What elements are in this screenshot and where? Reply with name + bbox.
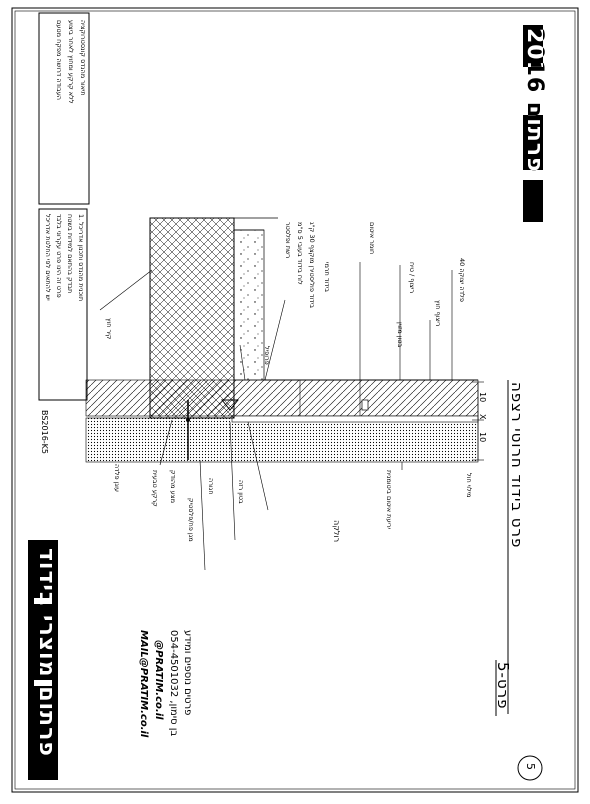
label-12: חגורה: [207, 478, 215, 495]
title-sub: פרט-5: [494, 662, 512, 710]
note-left-2: ללא קרקע ומחוץ לאחר ביצוע: [67, 20, 75, 104]
note-box-1: 1. תוכנית מהנדס ותכנון אדריכל: [77, 214, 85, 302]
marker-3: [362, 400, 368, 410]
label-3: בטון מזוין: [396, 322, 404, 348]
contact-line-1: פרטים נוספים ומידע: [182, 630, 193, 716]
dimension-1: 10: [478, 392, 487, 403]
email-line-1: @PRATIM.co.il: [153, 640, 164, 720]
callout-2: לוח בידוד בעובי 5 ס"מ: [296, 222, 304, 285]
label-5: בידוד תרמי: [323, 262, 331, 292]
label-8: פרופיל: [263, 346, 271, 365]
callout-4: יריעת איטום ביטומנית: [385, 470, 393, 530]
sheet-number: 5: [524, 763, 537, 770]
note-left-3: העבודה דרושה מפקח מטעם: [55, 20, 63, 101]
title-main: פרט בידוד חרוטי רצפה: [508, 382, 526, 549]
note-box-2: תבדק בהתאם למידות בשטח: [66, 214, 74, 294]
wall-block: [150, 218, 234, 418]
dimension-2: 10: [478, 432, 487, 443]
note-box-4: יש להתאים לפי החלטת אדריכל: [44, 214, 52, 301]
label-1: ריצוף / טיח: [408, 262, 416, 294]
label-13: מצע מהודק: [169, 470, 177, 503]
soil-strip: [86, 418, 478, 462]
label-11: בטון רזה: [237, 480, 245, 504]
floor-layer-hatched: [86, 380, 478, 416]
note-left-1: תיאור מהנדס קונסטרוקציה: [79, 20, 87, 96]
bottom-logo-text: פרתום מוצרי בידוד: [34, 548, 59, 757]
label-9: מילוי חול: [465, 473, 473, 498]
note-box-3: פרט זה הינו פרט עקרוני בלבד: [55, 214, 63, 298]
callout-5: מגן פח/פלסטיק: [187, 498, 195, 542]
label-10: רולקה: [332, 520, 341, 543]
top-logo-text: פרתום 2016: [522, 28, 547, 173]
drawing-code: BS2016-K5: [40, 410, 49, 455]
dimension-x: X: [478, 414, 487, 420]
top-logo-block-3: [523, 180, 543, 222]
label-4: פלדה יצוקה 40: [458, 258, 466, 302]
concrete-layer: [234, 230, 264, 380]
callout-3: רשת ופלסטר: [284, 222, 292, 259]
label-6: חומר איטום: [368, 222, 376, 255]
anchor-dot: [186, 418, 190, 422]
email-line-2: MAIL@PRATIM.co.il: [138, 630, 149, 738]
label-14: קרקע טבעית: [151, 470, 159, 507]
label-7: קיר חוץ: [105, 318, 113, 340]
floor-layer-thin: [232, 416, 478, 422]
contact-line-2: 054-4501032 ,בן סימון: [168, 630, 179, 737]
label-2: ריצוף חוץ: [434, 300, 442, 327]
callout-6: עוגן פלדה: [113, 464, 121, 492]
callout-1: בידוד פוליסטירן מוקצף 30 ק"ג: [308, 222, 316, 309]
